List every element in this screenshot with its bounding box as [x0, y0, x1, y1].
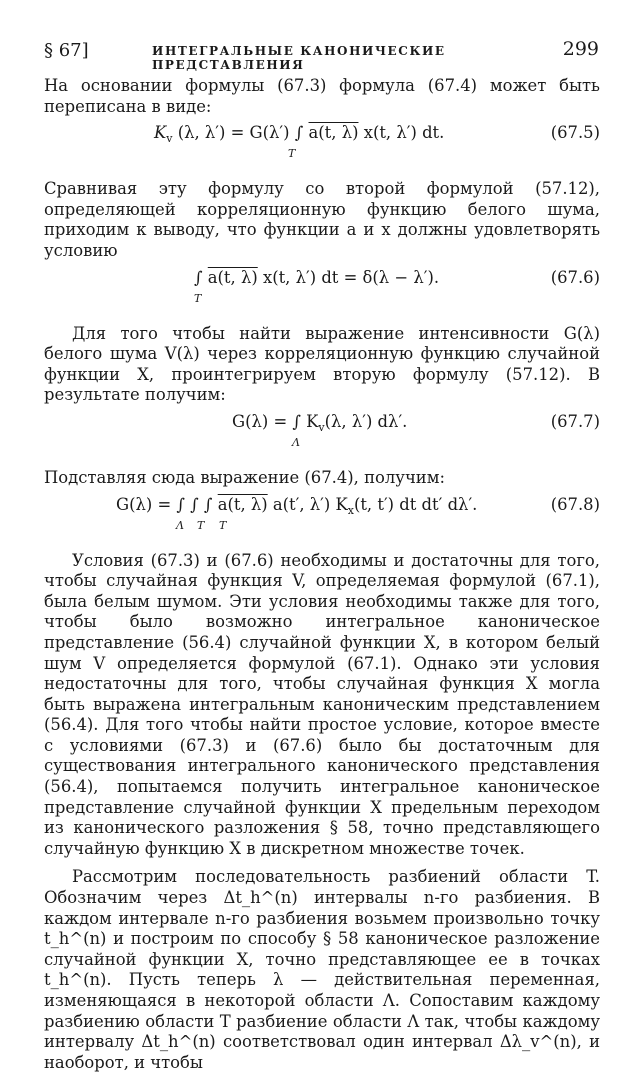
integral-limit-T: T [197, 518, 205, 532]
integral-limit-T: T [194, 291, 202, 305]
equation-number: (67.8) [550, 494, 600, 514]
equation-67-5 [44, 117, 600, 179]
equation-67-5-expression: $K_v$ (λ, λ′) = G(λ′) ∫ a(t, λ) x(t, λ′) dt. [154, 123, 445, 146]
paragraph-1: На основании формулы (67.3) формула (67.4) может быть переписана в виде: [44, 76, 600, 116]
paragraph-2: Сравнивая эту формулу со второй формулой (57.12), определяющей корреляционную функцию белого шума, приходим к выводу, что функции a и x должны удовлетворять условию [44, 179, 600, 260]
paragraph-4: Подставляя сюда выражение (67.4), получим: [44, 467, 445, 487]
equation-number: (67.6) [550, 267, 600, 287]
equation-67-8 [44, 489, 600, 551]
equation-number: (67.5) [550, 123, 600, 143]
integral-limit-T: T [219, 518, 227, 532]
integral-limit-Lambda: Λ [292, 435, 300, 449]
equation-67-6-expression: ∫ a(t, λ) x(t, λ′) dt = δ(λ − λ′). [194, 267, 440, 287]
integral-limit-T: T [288, 147, 296, 161]
equation-67-6 [44, 262, 600, 324]
equation-67-8-expression: G(λ) = ∫ ∫ ∫ a(t, λ) a(t′, λ′) $K_x(t$, t′) dt dt′ dλ′. [116, 494, 478, 517]
integral-limit-Lambda: Λ [176, 518, 184, 532]
page-number: 299 [562, 38, 599, 60]
section-marker: § 67] [44, 40, 89, 61]
equation-number: (67.7) [550, 411, 600, 431]
equation-67-7-expression: G(λ) = ∫ $K_v(\lambda$, λ′) dλ′. [232, 411, 408, 434]
running-title: ИНТЕГРАЛЬНЫЕ КАНОНИЧЕСКИЕ ПРЕДСТАВЛЕНИЯ [152, 44, 446, 72]
paragraph-6: Рассмотрим последовательность разбиений области T. Обозначим через Δt_h^(n) интервалы n-го разбиения. В каждом интервале n-го разбиения возьмем произвольно точку t_h^(n) и построим по способу § 58 каноническое разложение случайной функции X, точно представляющее ее в точках t_h^(n). Пусть теперь λ — действительная переменная, изменяющаяся в некоторой области Λ. Сопоставим каждому разбиению области T разбиение области Λ так, чтобы каждому интервалу Δt_h^(n) соответствовал один интервал Δλ_v^(n), и наоборот, и чтобы [44, 867, 600, 1072]
paragraph-3: Для того чтобы найти выражение интенсивности G(λ) белого шума V(λ) через корреляционную функцию случайной функции X, проинтегрируем вторую формулу (57.12). В результате получим: [44, 323, 600, 405]
equation-67-7 [44, 406, 600, 468]
page-body [44, 76, 600, 1073]
running-header [44, 38, 599, 72]
paragraph-5: Условия (67.3) и (67.6) необходимы и достаточны для того, чтобы случайная функция V, определяемая формулой (67.1), была белым шумом. Эти условия необходимы также для того, чтобы было возможно интегральное каноническое представление (56.4) случайной функции X, в котором белый шум V определяется формулой (67.1). Однако эти условия недостаточны для того, чтобы случайная функция X могла быть выражена интегральным каноническим представлением (56.4). Для того чтобы найти простое условие, которое вместе с условиями (67.3) и (67.6) было бы достаточным для существования интегрального канонического представления (56.4), попытаемся получить интегральное каноническое представление случайной функции X предельным переходом из канонического разложения § 58, точно представляющего случайную функцию X в дискретном множестве точек. [44, 550, 600, 858]
